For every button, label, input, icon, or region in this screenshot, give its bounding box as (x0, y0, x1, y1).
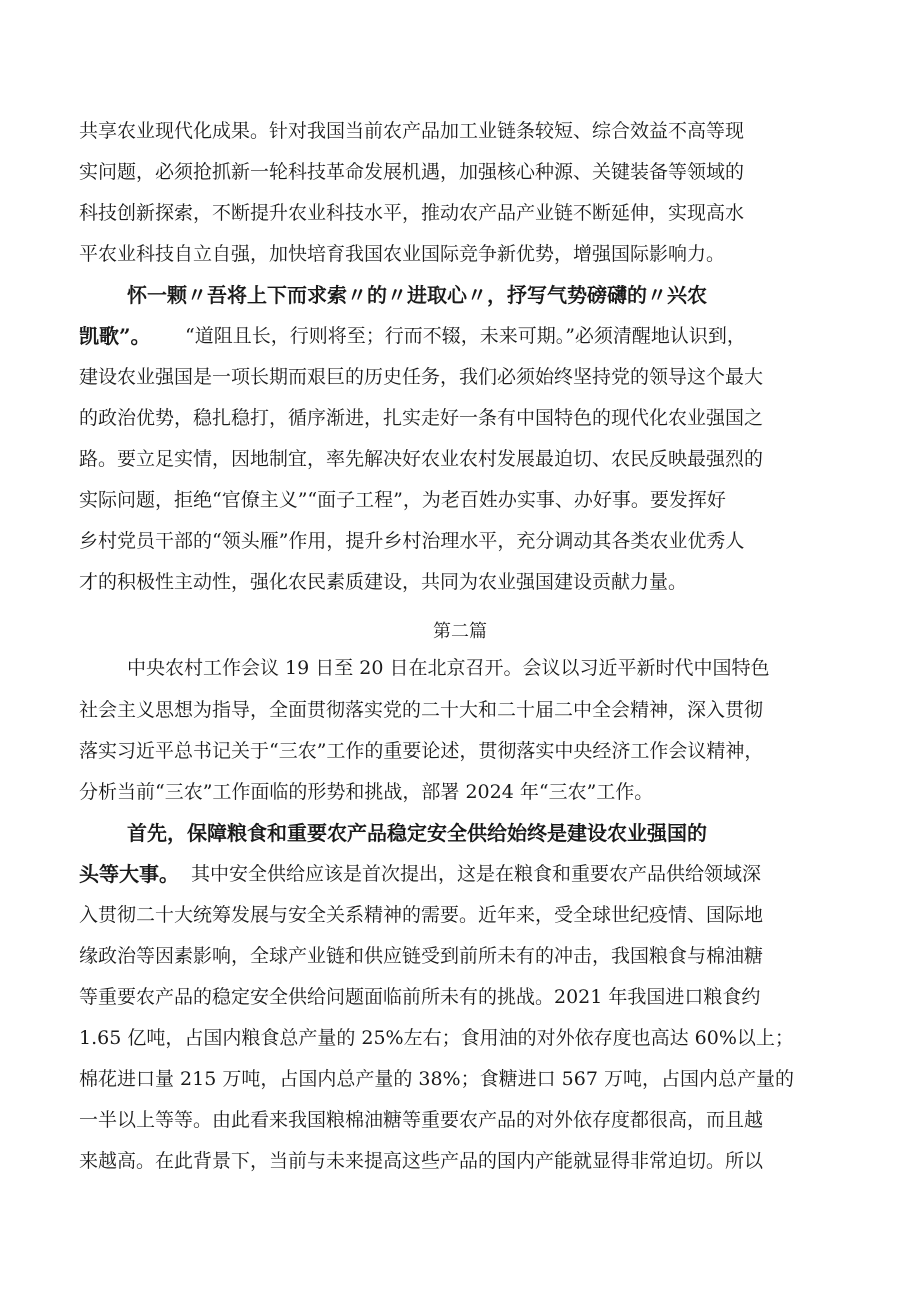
para4-heading-line1: 首先，保障粮食和重要农产品稳定安全供给始终是建设农业强国的 (127, 821, 707, 845)
para4-line1-rest: 其中安全供给应该是首次提出，这是在粮食和重要农产品供给领域深 (191, 863, 762, 885)
para4-line8: 来越高。在此背景下，当前与未来提高这些产品的国内产能就显得非常迫切。所以 (79, 1150, 764, 1172)
section-heading: 第二篇 (433, 621, 487, 642)
para4-line2: 入贯彻二十大统筹发展与安全关系精神的需要。近年来，受全球世纪疫情、国际地 (79, 904, 764, 926)
para4-line6: 棉花进口量 215 万吨，占国内总产量的 38%；食糖进口 567 万吨，占国内总产量的 (79, 1068, 794, 1090)
para1-line4: 平农业科技自立自强，加快培育我国农业国际竞争新优势，增强国际影响力。 (79, 243, 726, 265)
para3-line2: 社会主义思想为指导，全面贯彻落实党的二十大和二十届二中全会精神，深入贯彻 (79, 699, 764, 721)
para4-heading-line2: 头等大事。 (79, 862, 179, 886)
para4-line4: 等重要农产品的稳定安全供给问题面临前所未有的挑战。2021 年我国进口粮食约 (79, 986, 761, 1008)
para2-heading-line1: 怀一颗〃吾将上下而求索〃的〃进取心〃，抒写气势磅礴的〃兴农 (127, 283, 707, 307)
para4-line5: 1.65 亿吨，占国内粮食总产量的 25%左右；食用油的对外依存度也高达 60%以上； (79, 1027, 794, 1049)
para2-line4: 路。要立足实情，因地制宜，率先解决好农业农村发展最迫切、农民反映最强烈的 (79, 448, 764, 470)
para3-line1: 中央农村工作会议 19 日至 20 日在北京召开。会议以习近平新时代中国特色 (127, 657, 770, 679)
para2-line7: 才的积极性主动性，强化农民素质建设，共同为农业强国建设贡献力量。 (79, 571, 688, 593)
para1-line1: 共享农业现代化成果。针对我国当前农产品加工业链条较短、综合效益不高等现 (79, 120, 745, 142)
para1-line3: 科技创新探索，不断提升农业科技水平，推动农产品产业链不断延伸，实现高水 (79, 202, 745, 224)
para3-line3: 落实习近平总书记关于“三农”工作的重要论述，贯彻落实中央经济工作会议精神， (79, 740, 764, 762)
para2-line6: 乡村党员干部的“领头雁”作用，提升乡村治理水平，充分调动其各类农业优秀人 (79, 530, 745, 552)
para2-line1-rest: “道阻且长，行则将至；行而不辍，未来可期。”必须清醒地认识到， (185, 325, 746, 347)
para2-heading-line2: 凯歌”。 (79, 324, 151, 348)
para2-line5: 实际问题，拒绝“官僚主义”“面子工程”，为老百姓办实事、办好事。要发挥好 (79, 489, 726, 511)
para4-line7: 一半以上等等。由此看来我国粮棉油糖等重要农产品的对外依存度都很高，而且越 (79, 1109, 764, 1131)
para4-line3: 缘政治等因素影响，全球产业链和供应链受到前所未有的冲击，我国粮食与棉油糖 (79, 945, 764, 967)
para1-line2: 实问题，必须抢抓新一轮科技革命发展机遇，加强核心种源、关键装备等领域的 (79, 161, 745, 183)
para2-line2: 建设农业强国是一项长期而艰巨的历史任务，我们必须始终坚持党的领导这个最大 (79, 366, 764, 388)
para2-line3: 的政治优势，稳扎稳打，循序渐进，扎实走好一条有中国特色的现代化农业强国之 (79, 407, 764, 429)
para3-line4: 分析当前“三农”工作面临的形势和挑战，部署 2024 年“三农”工作。 (79, 781, 654, 803)
